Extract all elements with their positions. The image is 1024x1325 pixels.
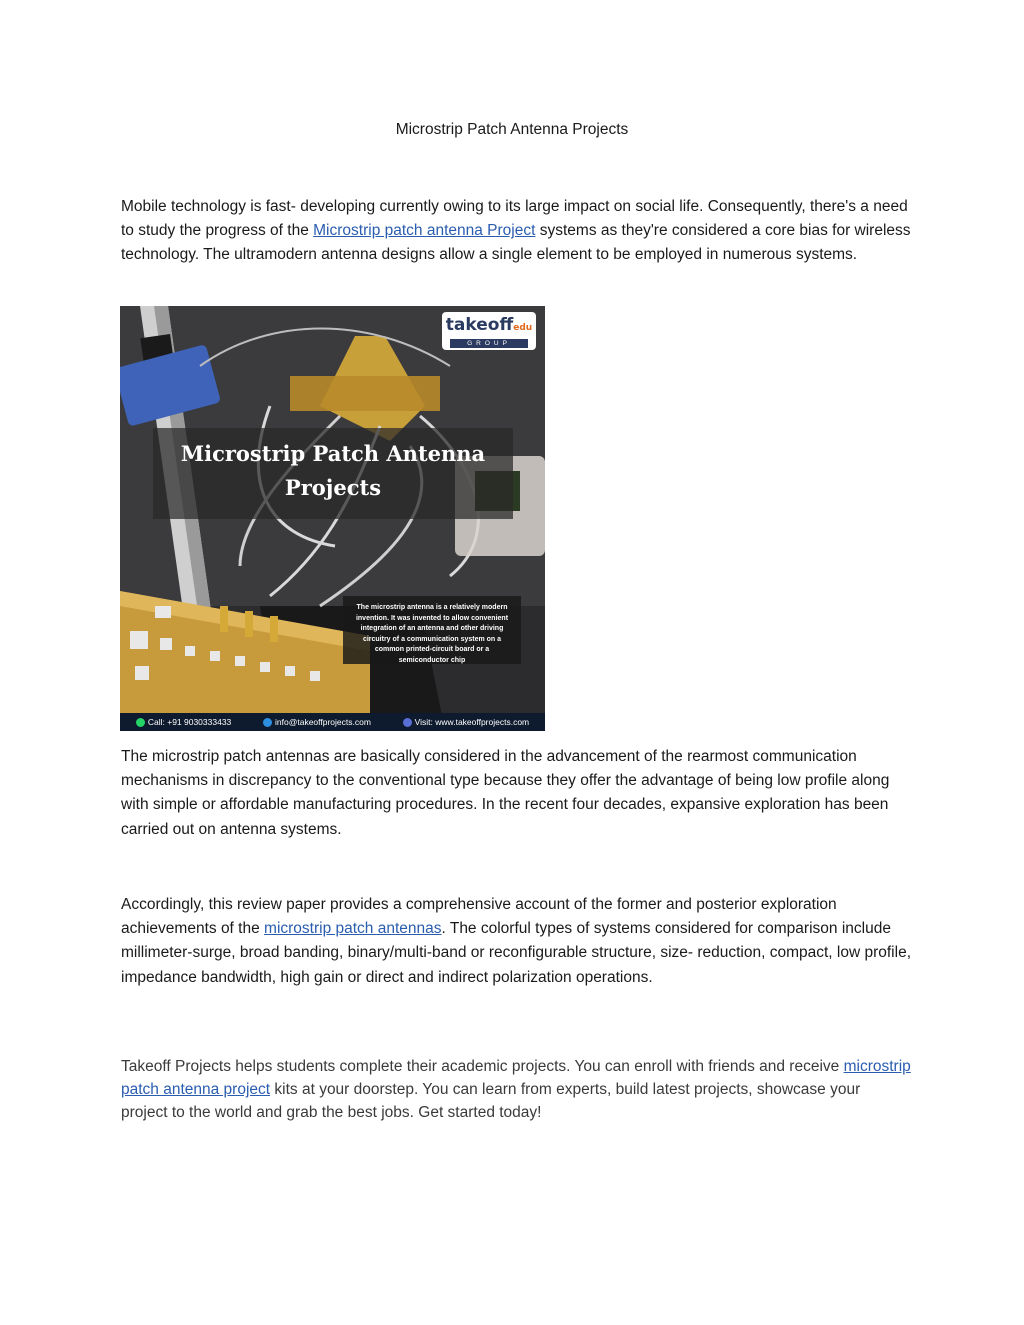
footer-email-text: info@takeoffprojects.com [275, 717, 371, 727]
globe-icon [403, 718, 412, 727]
project-kit-link[interactable]: microstrip patch antenna project [121, 1058, 911, 1099]
para3-text-2: . The colorful types of systems considered for comparison include millimeter-surge, broad banding, binary/multi-band or reconfigurable structure, size- reduction, compact, low profile, impedance bandwidth, high gain or direct and indirect polarization operations. [121, 920, 912, 986]
intro-paragraph [121, 195, 911, 268]
body-paragraph-4 [121, 1055, 911, 1125]
footer-call [136, 713, 231, 731]
whatsapp-icon [136, 718, 145, 727]
logo-text: takeoff [445, 315, 514, 335]
brand-logo [442, 312, 536, 350]
promo-title [153, 428, 513, 519]
promo-title-line2: Projects [284, 475, 382, 500]
promo-title-line1: Microstrip Patch Antenna [180, 441, 486, 466]
footer-call-text: Call: +91 9030333433 [147, 717, 232, 727]
promo-image [120, 306, 545, 731]
intro-text-2: systems as they're considered a core bias for wireless technology. The ultramodern antenna designs allow a single element to be employed in numerous systems. [121, 222, 911, 264]
body-paragraph-2: The microstrip patch antennas are basically considered in the advancement of the rearmost communication mechanisms in discrepancy to the conventional type because they offer the advantage of being low profile along with simple or affordable manufacturing procedures. In the recent four decades, expansive exploration has been carried out on antenna systems. [121, 748, 890, 838]
page-title: Microstrip Patch Antenna Projects [395, 121, 629, 138]
body-paragraph-3 [121, 893, 911, 990]
logo-group-text: GROUP [450, 339, 528, 348]
footer-visit-text: Visit: www.takeoffprojects.com [414, 717, 530, 727]
email-icon [263, 718, 272, 727]
footer-visit [403, 713, 529, 731]
para3-text-1: Accordingly, this review paper provides a comprehensive account of the former and posterior exploration achievements of the [121, 896, 837, 938]
antennas-link[interactable]: microstrip patch antennas [264, 920, 442, 938]
project-link[interactable]: Microstrip patch antenna Project [313, 222, 536, 240]
logo-edu-text: edu [513, 323, 533, 333]
intro-text-1: Mobile technology is fast- developing currently owing to its large impact on social life. Consequently, there's a need to study the progress of the [121, 198, 908, 240]
para4-text-2: kits at your doorstep. You can learn from experts, build latest projects, showcase your project to the world and grab the best jobs. Get started today! [121, 1081, 861, 1122]
promo-info-box: The microstrip antenna is a relatively modern invention. It was invented to allow convenient integration of an antenna and other driving circuitry of a communication system on a common printed-circuit board or a semiconductor chip [343, 596, 521, 664]
promo-footer [120, 713, 545, 731]
para4-text-1: Takeoff Projects helps students complete their academic projects. You can enroll with friends and receive [121, 1058, 844, 1075]
footer-email [263, 713, 371, 731]
